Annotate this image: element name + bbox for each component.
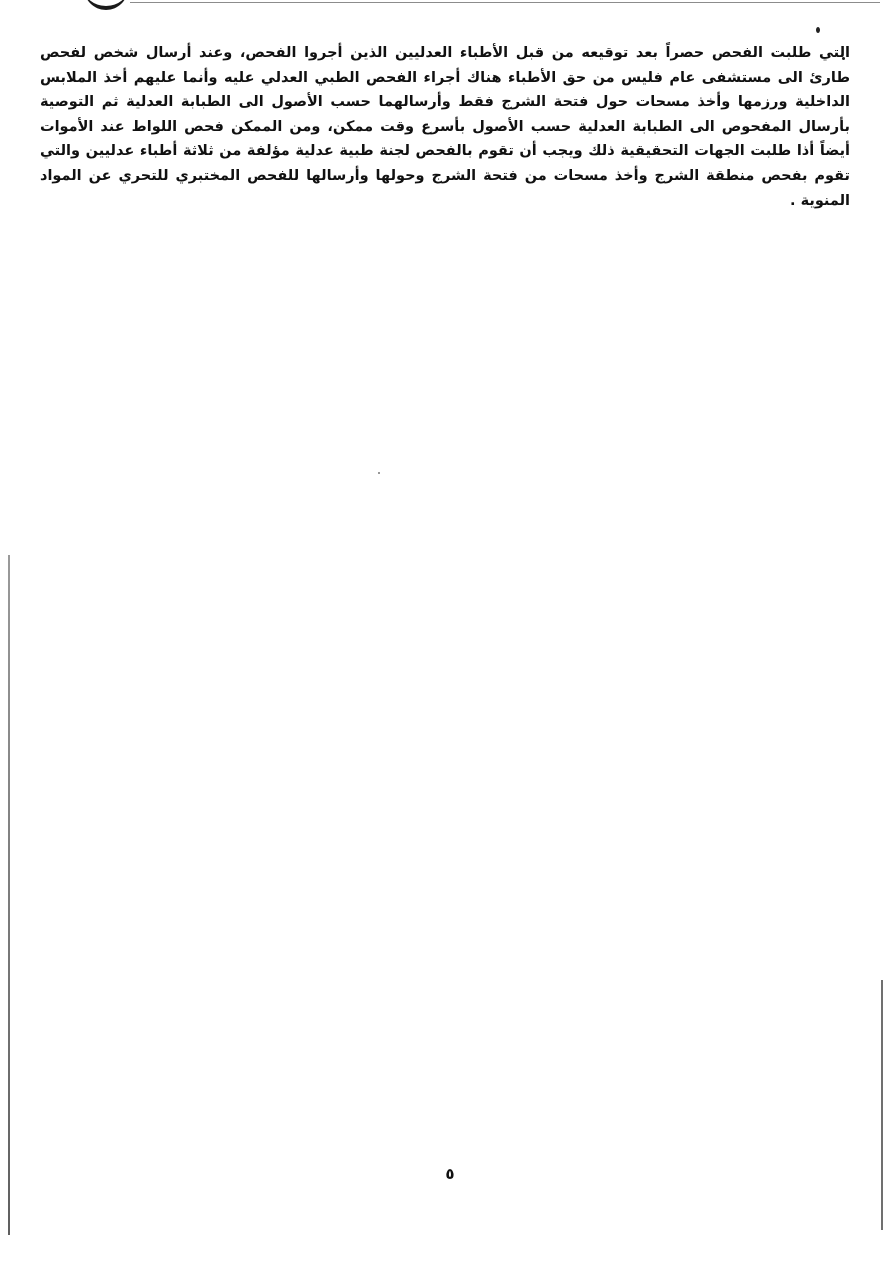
scan-speck xyxy=(378,472,380,474)
scan-right-edge xyxy=(881,980,883,1230)
scan-left-edge xyxy=(8,555,10,1235)
scan-edge-line xyxy=(130,2,880,3)
scan-speck xyxy=(816,27,820,33)
page-number: ٥ xyxy=(445,1165,455,1183)
body-paragraph: التي طلبت الفحص حصراً بعد توقيعه من قبل الأطباء العدليين الذين أجروا الفحص، وعند أرسال شخص لفحص طارئ الى مستشفى عام فليس من حق الأطباء هناك أجراء الفحص الطبي العدلي عليه وأنما عليهم أخذ الملابس الداخلية ورزمها وأخذ مسحات حول فتحة الشرج فقط وأرسالهما حسب الأصول الى الطبابة العدلية ثم التوصية بأرسال المفحوص الى الطبابة العدلية حسب الأصول بأسرع وقت ممكن، ومن الممكن فحص اللواط عند الأموات أيضاً أذا طلبت الجهات التحقيقية ذلك ويجب أن تقوم بالفحص لجنة طبية عدلية مؤلفة من ثلاثة أطباء عدليين والتي تقوم بفحص منطقة الشرج وأخذ مسحات من فتحة الشرج وحولها وأرسالها للفحص المختبري للتحري عن المواد المنوية . xyxy=(40,45,850,209)
scan-artifact-top xyxy=(84,0,128,10)
